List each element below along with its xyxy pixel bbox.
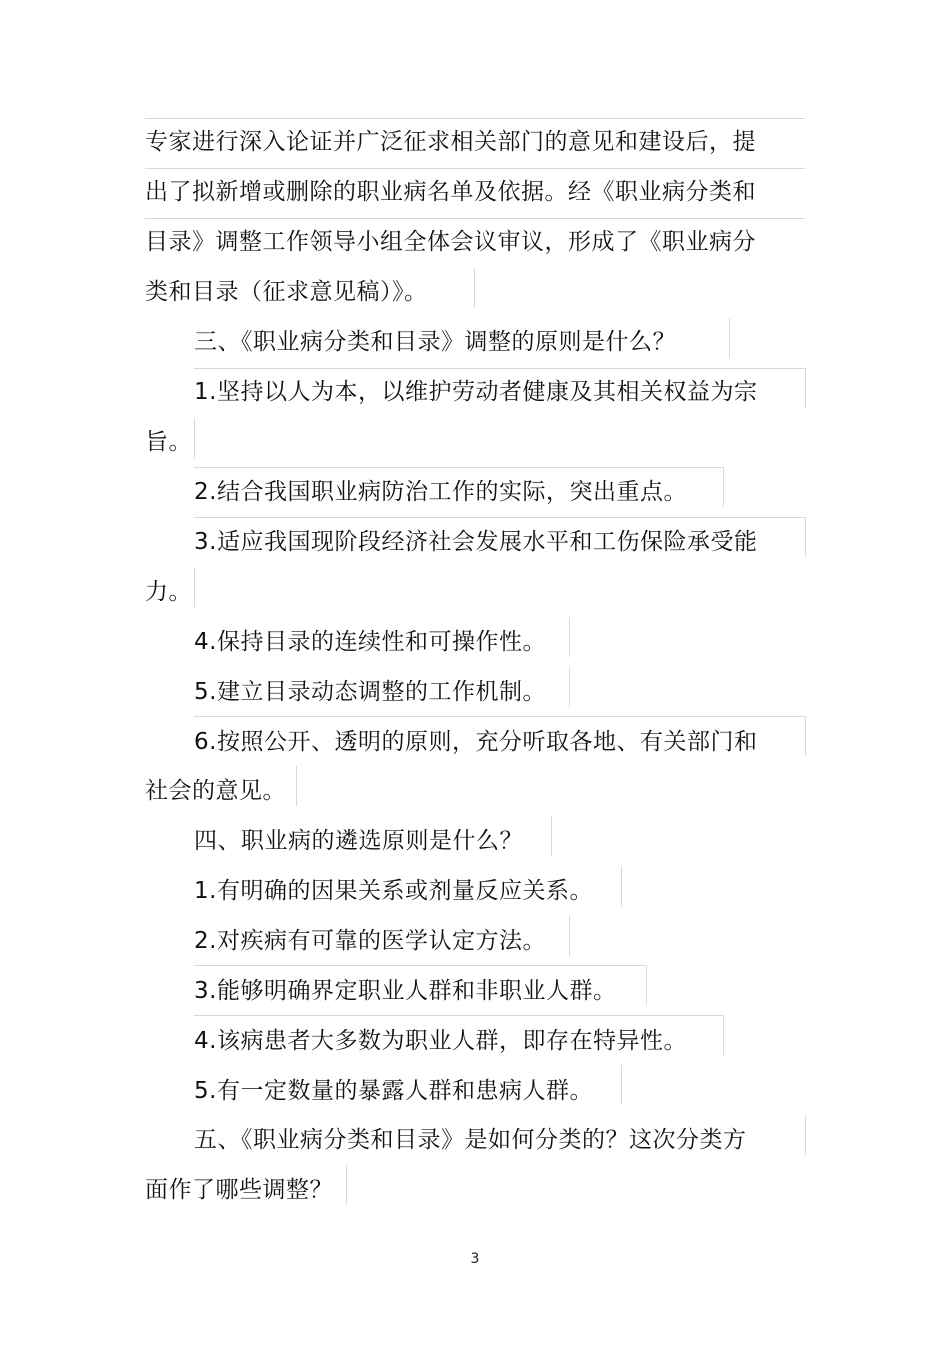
list-item: 3.能够明确界定职业人群和非职业人群。 [194, 978, 617, 1004]
rule-line [805, 368, 806, 408]
rule-line [551, 816, 552, 856]
rule-line [194, 965, 646, 966]
list-item: 5.建立目录动态调整的工作机制。 [194, 679, 546, 705]
rule-line [194, 517, 805, 518]
rule-line [729, 318, 730, 358]
rule-line [474, 268, 475, 308]
list-item: 3.适应我国现阶段经济社会发展水平和工伤保险承受能 [194, 529, 758, 555]
page-number: 3 [470, 1251, 480, 1267]
list-item-continuation: 社会的意见。 [145, 778, 286, 804]
list-item-continuation: 力。 [145, 579, 192, 605]
rule-line [194, 567, 195, 607]
rule-line [194, 716, 805, 717]
rule-line [646, 965, 647, 1005]
section-heading-continuation: 面作了哪些调整？ [145, 1177, 333, 1203]
list-item: 4.保持目录的连续性和可操作性。 [194, 629, 546, 655]
body-text-line: 出了拟新增或删除的职业病名单及依据。经《职业病分类和 [145, 179, 756, 205]
rule-line [145, 118, 805, 119]
rule-line [346, 1165, 347, 1205]
rule-line [723, 1015, 724, 1055]
rule-line [145, 168, 805, 169]
rule-line [194, 368, 805, 369]
rule-line [805, 517, 806, 557]
body-text-line: 专家进行深入论证并广泛征求相关部门的意见和建设后，提 [145, 129, 756, 155]
rule-line [805, 716, 806, 756]
section-heading: 三、《职业病分类和目录》调整的原则是什么？ [194, 329, 676, 355]
section-heading: 四、职业病的遴选原则是什么？ [194, 828, 523, 854]
body-text-line: 目录》调整工作领导小组全体会议审议，形成了《职业病分 [145, 229, 756, 255]
rule-line [194, 418, 195, 458]
section-heading: 五、《职业病分类和目录》是如何分类的？这次分类方 [194, 1127, 747, 1153]
rule-line [145, 218, 805, 219]
body-text-line: 类和目录（征求意见稿）》。 [145, 279, 428, 305]
list-item: 2.对疾病有可靠的医学认定方法。 [194, 928, 546, 954]
rule-line [569, 667, 570, 707]
rule-line [621, 1065, 622, 1105]
list-item: 4.该病患者大多数为职业人群，即存在特异性。 [194, 1028, 687, 1054]
rule-line [569, 617, 570, 657]
rule-line [805, 1115, 806, 1155]
list-item: 6.按照公开、透明的原则，充分听取各地、有关部门和 [194, 729, 758, 755]
rule-line [296, 766, 297, 806]
list-item: 5.有一定数量的暴露人群和患病人群。 [194, 1078, 593, 1104]
rule-line [723, 467, 724, 507]
rule-line [569, 916, 570, 956]
rule-line [194, 467, 723, 468]
rule-line [621, 866, 622, 906]
rule-line [194, 1015, 723, 1016]
list-item: 1.有明确的因果关系或剂量反应关系。 [194, 878, 593, 904]
list-item: 2.结合我国职业病防治工作的实际，突出重点。 [194, 479, 687, 505]
list-item: 1.坚持以人为本，以维护劳动者健康及其相关权益为宗 [194, 379, 758, 405]
list-item-continuation: 旨。 [145, 429, 192, 455]
